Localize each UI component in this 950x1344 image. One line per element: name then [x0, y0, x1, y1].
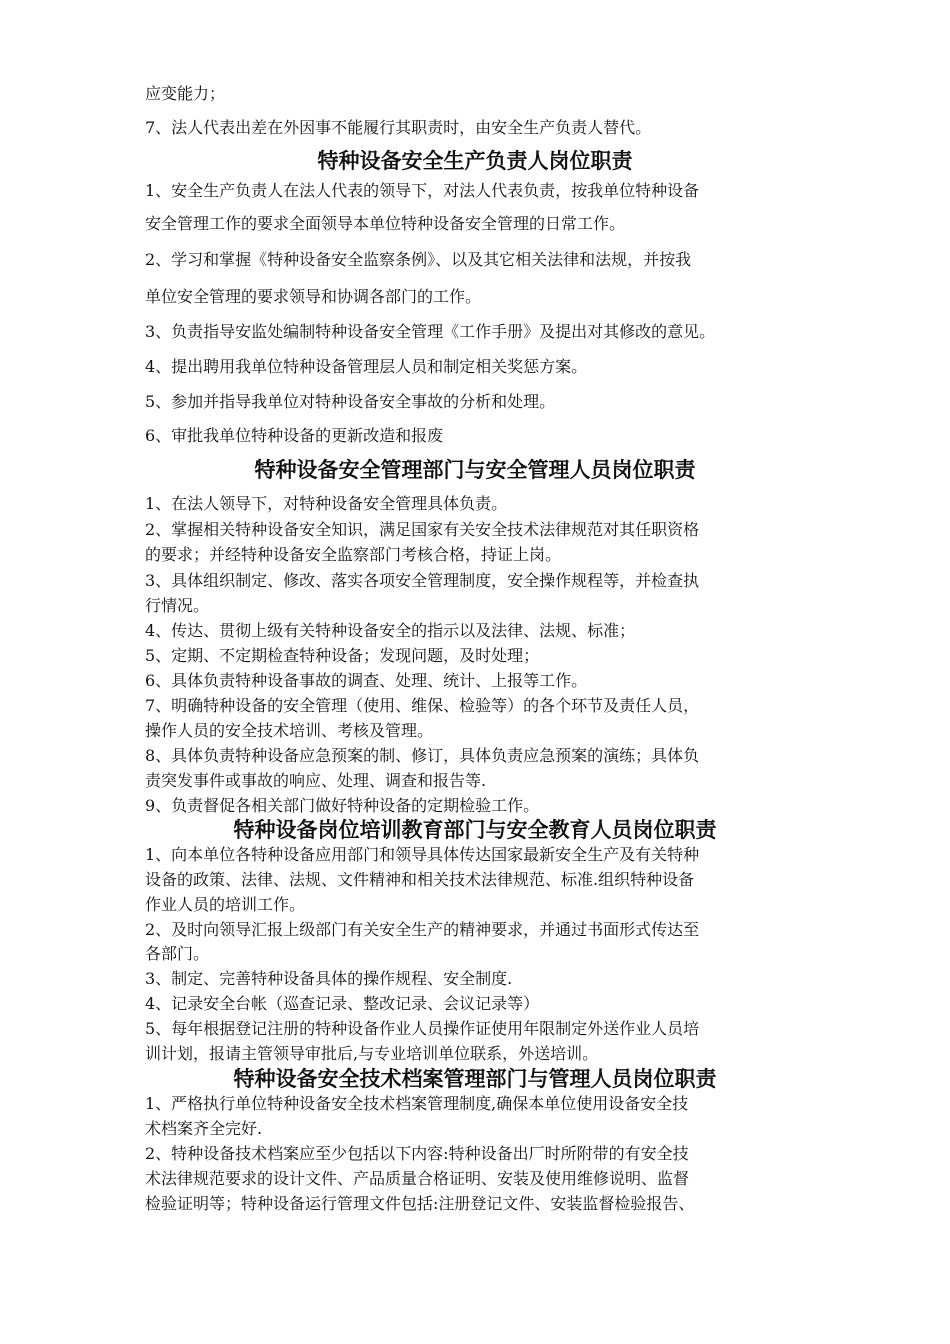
section-title: 特种设备安全技术档案管理部门与管理人员岗位职责: [233, 1067, 717, 1091]
text-line: 1、严格执行单位特种设备安全技术档案管理制度,确保本单位使用设备安全技: [145, 1094, 689, 1113]
text-line: 3、制定、完善特种设备具体的操作规程、安全制度.: [145, 969, 513, 988]
text-line: 2、及时向领导汇报上级部门有关安全生产的精神要求，并通过书面形式传达至: [145, 920, 700, 939]
text-line: 2、特种设备技术档案应至少包括以下内容:特种设备出厂时所附带的有安全技: [145, 1144, 689, 1163]
text-line: 5、每年根据登记注册的特种设备作业人员操作证使用年限制定外送作业人员培: [145, 1019, 700, 1038]
text-line: 单位安全管理的要求领导和协调各部门的工作。: [145, 287, 482, 306]
text-line: 5、定期、不定期检查特种设备；发现问题，及时处理；: [145, 646, 540, 665]
text-line: 操作人员的安全技术培训、考核及管理。: [145, 721, 434, 740]
text-line: 1、在法人领导下，对特种设备安全管理具体负责。: [145, 494, 508, 513]
text-line: 1、安全生产负责人在法人代表的领导下，对法人代表负责，按我单位特种设备: [145, 181, 700, 200]
text-line: 2、掌握相关特种设备安全知识，满足国家有关安全技术法律规范对其任职资格: [145, 520, 700, 539]
text-line: 7、明确特种设备的安全管理（使用、维保、检验等）的各个环节及责任人员，: [145, 696, 700, 715]
text-line: 7、法人代表出差在外因事不能履行其职责时，由安全生产负责人替代。: [145, 118, 652, 137]
section-title: 特种设备岗位培训教育部门与安全教育人员岗位职责: [233, 818, 717, 842]
text-line: 设备的政策、法律、法规、文件精神和相关技术法律规范、标准.组织特种设备: [145, 870, 695, 889]
text-line: 9、负责督促各相关部门做好特种设备的定期检验工作。: [145, 796, 540, 815]
text-line: 各部门。: [145, 944, 210, 963]
text-line: 1、向本单位各特种设备应用部门和领导具体传达国家最新安全生产及有关特种: [145, 845, 700, 864]
text-line: 3、具体组织制定、修改、落实各项安全管理制度，安全操作规程等，并检查执: [145, 571, 700, 590]
text-line: 6、具体负责特种设备事故的调查、处理、统计、上报等工作。: [145, 671, 588, 690]
text-line: 术档案齐全完好.: [145, 1119, 263, 1138]
text-line: 行情况。: [145, 596, 210, 615]
text-line: 4、提出聘用我单位特种设备管理层人员和制定相关奖惩方案。: [145, 357, 588, 376]
text-line: 训计划，报请主管领导审批后,与专业培训单位联系，外送培训。: [145, 1044, 599, 1063]
text-line: 应变能力；: [145, 84, 226, 103]
section-title: 特种设备安全管理部门与安全管理人员岗位职责: [254, 458, 696, 482]
text-line: 4、记录安全台帐（巡查记录、整改记录、会议记录等）: [145, 994, 540, 1013]
text-line: 责突发事件或事故的响应、处理、调查和报告等.: [145, 771, 487, 790]
text-line: 6、审批我单位特种设备的更新改造和报废: [145, 426, 444, 445]
text-line: 3、负责指导安监处编制特种设备安全管理《工作手册》及提出对其修改的意见。: [145, 322, 716, 341]
text-line: 2、学习和掌握《特种设备安全监察条例》、以及其它相关法律和法规，并按我: [145, 250, 692, 269]
text-line: 的要求；并经特种设备安全监察部门考核合格，持证上岗。: [145, 545, 562, 564]
section-title: 特种设备安全生产负责人岗位职责: [317, 149, 633, 173]
text-line: 4、传达、贯彻上级有关特种设备安全的指示以及法律、法规、标准；: [145, 621, 636, 640]
text-line: 安全管理工作的要求全面领导本单位特种设备安全管理的日常工作。: [145, 214, 626, 233]
text-line: 8、具体负责特种设备应急预案的制、修订，具体负责应急预案的演练；具体负: [145, 746, 700, 765]
text-line: 作业人员的培训工作。: [145, 895, 306, 914]
text-line: 检验证明等；特种设备运行管理文件包括:注册登记文件、安装监督检验报告、: [145, 1194, 695, 1213]
text-line: 术法律规范要求的设计文件、产品质量合格证明、安装及使用维修说明、监督: [145, 1169, 690, 1188]
text-line: 5、参加并指导我单位对特种设备安全事故的分析和处理。: [145, 392, 556, 411]
